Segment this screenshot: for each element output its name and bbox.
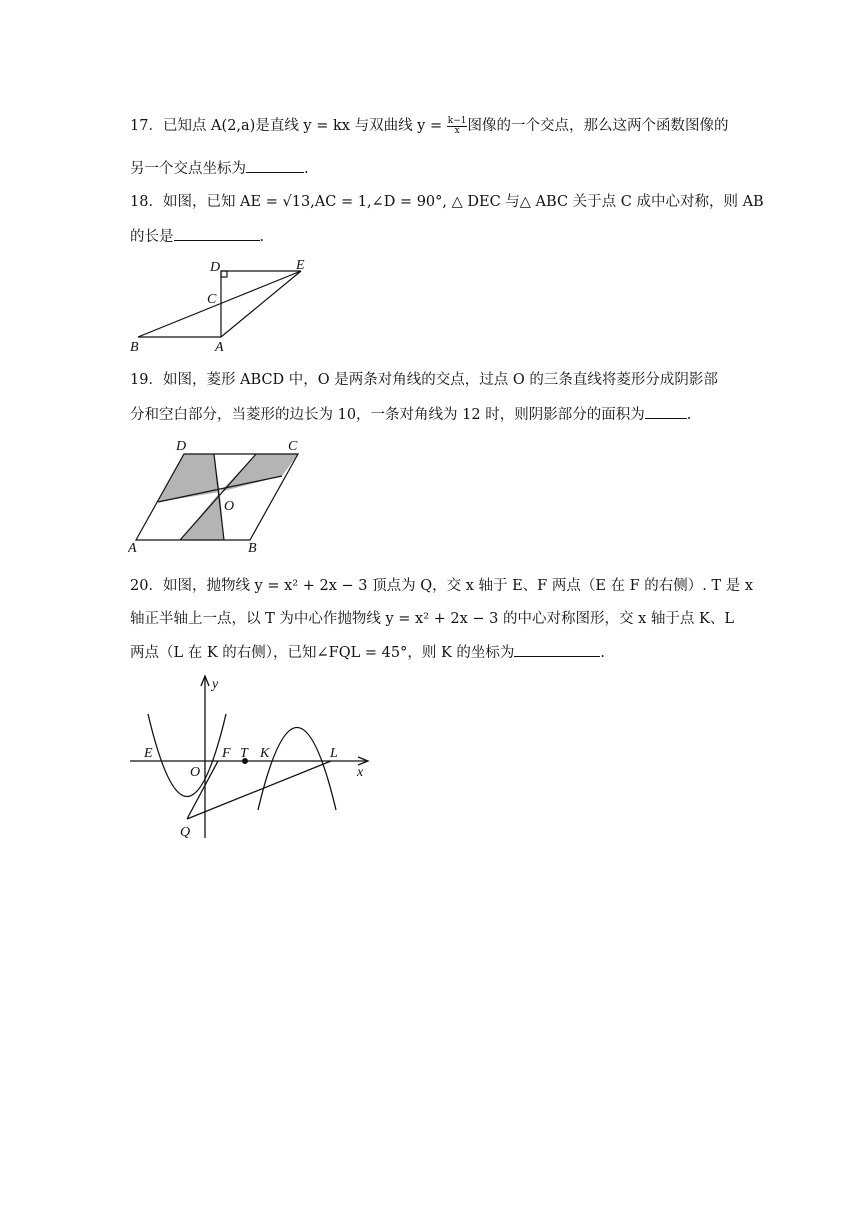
q17-text-c: 另一个交点坐标为 — [130, 161, 246, 177]
q17-frac-den: x — [454, 125, 460, 136]
q19-line2: 分和空白部分，当菱形的边长为 10，一条对角线为 12 时，则阴影部分的面积为 . — [130, 404, 691, 425]
q18-label-A: A — [215, 340, 224, 354]
q20-label-Q: Q — [180, 825, 191, 840]
q20-text-b: 轴正半轴上一点，以 T 为中心作抛物线 y = x² + 2x − 3 的中心对称图形，交 x 轴于点 K、L — [130, 611, 734, 627]
q19-number: 19． — [130, 372, 163, 388]
q20-label-y: y — [212, 677, 219, 692]
q19-figure — [128, 436, 313, 558]
q20-text-a: 如图，抛物线 y = x² + 2x − 3 顶点为 Q，交 x 轴于 E、F 两点（E 在 F 的右侧）. T 是 x — [162, 578, 754, 594]
q19-text-a: 如图，菱形 ABCD 中，O 是两条对角线的交点，过点 O 的三条直线将菱形分成阴影部 — [162, 372, 718, 388]
q18-number: 18． — [130, 194, 163, 210]
q17-line1 — [130, 116, 728, 136]
q20-text-c: 两点（L 在 K 的右侧），已知∠FQL = 45°，则 K 的坐标为 — [130, 645, 515, 661]
q18-line1 — [130, 192, 764, 212]
q18-text-a: 如图，已知 AE = √13,AC = 1,∠D = 90°, △ DEC 与△ ABC 关于点 C 成中心对称，则 AB — [162, 194, 764, 210]
q19-line1 — [130, 370, 718, 390]
q18-label-B: B — [130, 340, 139, 354]
q18-label-D: D — [210, 260, 221, 275]
q19-label-O: O — [224, 499, 235, 514]
q19-label-C: C — [288, 439, 298, 454]
q19-label-A: A — [128, 541, 137, 556]
q20-figure — [120, 672, 380, 844]
q20-line1 — [130, 576, 753, 596]
q17-line2: 另一个交点坐标为 . — [130, 158, 309, 179]
q20-line2 — [130, 609, 734, 629]
q20-label-L: L — [330, 746, 338, 761]
q17-text-a: 已知点 A(2,a)是直线 y = kx 与双曲线 y = — [162, 118, 447, 134]
q18-line2: 的长是 . — [130, 226, 264, 247]
q17-answer-blank — [246, 158, 304, 173]
q19-text-b: 分和空白部分，当菱形的边长为 10，一条对角线为 12 时，则阴影部分的面积为 — [130, 407, 645, 423]
q20-label-F: F — [222, 746, 231, 761]
q17-text-b: 图像的一个交点，那么这两个函数图像的 — [467, 118, 729, 134]
q17-frac-num: k−1 — [447, 115, 467, 126]
q19-answer-blank — [645, 404, 687, 419]
q17-number: 17． — [130, 118, 163, 134]
q18-label-C: C — [207, 292, 217, 307]
q20-label-K: K — [260, 746, 270, 761]
q20-label-x: x — [357, 765, 364, 780]
q20-label-O: O — [190, 765, 201, 780]
q20-label-E: E — [144, 746, 153, 761]
q18-figure — [128, 254, 318, 354]
q19-label-D: D — [176, 439, 187, 454]
q20-answer-blank — [514, 642, 600, 657]
q18-answer-blank — [174, 226, 260, 241]
q20-label-T: T — [240, 746, 248, 761]
q20-line3: 两点（L 在 K 的右侧），已知∠FQL = 45°，则 K 的坐标为 . — [130, 642, 605, 663]
q18-text-b: 的长是 — [130, 229, 174, 245]
q20-number: 20． — [130, 578, 163, 594]
q17-fraction — [447, 117, 468, 136]
q18-label-E: E — [296, 258, 305, 273]
q19-label-B: B — [248, 541, 257, 556]
